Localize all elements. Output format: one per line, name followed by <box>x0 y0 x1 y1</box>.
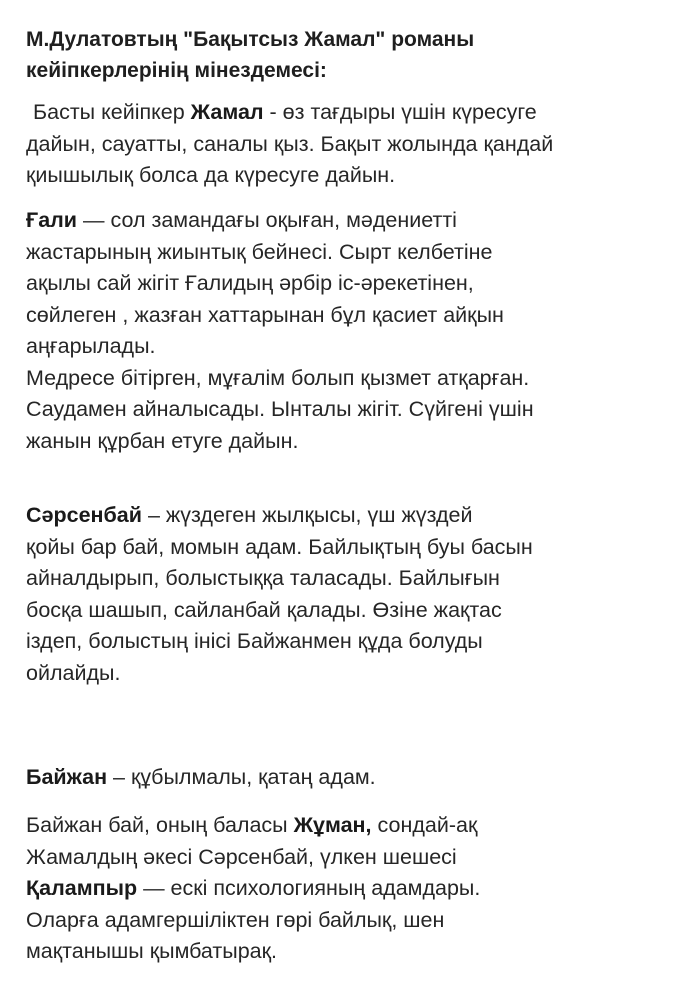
paragraph-gali <box>26 205 694 457</box>
character-name-kalampyr: Қалампыр <box>26 876 138 900</box>
text-line: жанын құрбан етуге дайын. <box>26 428 299 453</box>
text-line: Саудамен айналысады. Ынталы жігіт. Сүйгені үшін <box>26 397 534 421</box>
character-name-zhamal: Жамал <box>190 100 264 124</box>
paragraph-sarsenbai <box>26 500 694 689</box>
text-line: Оларға адамгершіліктен гөрі байлық, шен <box>26 907 445 932</box>
text-line: Медресе бітірген, мұғалім болып қызмет атқарған. <box>26 365 530 390</box>
text-line: ойлайды. <box>26 660 121 685</box>
text-line: айналдырып, болыстыққа таласады. Байлығын <box>26 566 500 590</box>
text-line: ақылы сай жігіт Ғалидың әрбір іс-әрекетінен, <box>26 271 474 295</box>
text-line: Қалампыр — ескі психологияның адамдары. <box>26 876 481 900</box>
character-name-baizhan: Байжан <box>26 765 108 789</box>
paragraph-zhamal <box>26 97 694 192</box>
text-line: іздеп, болыстың інісі Байжанмен құда болуды <box>26 629 483 653</box>
text-line: аңғарылады. <box>26 334 156 358</box>
text-line: босқа шашып, сайланбай қалады. Өзіне жақтас <box>26 597 502 622</box>
paragraph-old-psychology <box>26 810 694 968</box>
text-line: дайын, сауатты, саналы қыз. Бақыт жолында қандай <box>26 131 554 156</box>
text-line: Жамалдың әкесі Сәрсенбай, үлкен шешесі <box>26 844 457 869</box>
text-line: Басты кейіпкер Жамал - өз тағдыры үшін күресуге <box>33 100 537 124</box>
title-line: М.Дулатовтың "Бақытсыз Жамал" романы <box>26 28 475 51</box>
text-line: Байжан бай, оның баласы Жұман, сондай-ақ <box>26 813 478 837</box>
text-line: қойы бар бай, момын адам. Байлықтың буы басын <box>26 534 533 559</box>
text-line: жастарының жиынтық бейнесі. Сырт келбетіне <box>26 239 493 264</box>
character-name-sarsenbai: Сәрсенбай <box>26 503 142 527</box>
text-line: Байжан – құбылмалы, қатаң адам. <box>26 765 376 789</box>
text-line: қиышылық болса да күресуге дайын. <box>26 163 396 187</box>
text-line: Сәрсенбай – жүздеген жылқысы, үш жүздей <box>26 503 473 527</box>
document-title <box>26 24 686 86</box>
text-line: сөйлеген , жазған хаттарынан бұл қасиет айқын <box>26 302 504 327</box>
text-line: Ғали — сол замандағы оқыған, мәдениетті <box>26 208 457 232</box>
text-line: мақтанышы қымбатырақ. <box>26 939 278 963</box>
title-line: кейіпкерлерінің мінездемесі: <box>26 59 327 82</box>
character-name-gali: Ғали <box>26 208 78 232</box>
paragraph-baizhan <box>26 762 694 794</box>
character-name-zhuman: Жұман, <box>293 813 372 837</box>
